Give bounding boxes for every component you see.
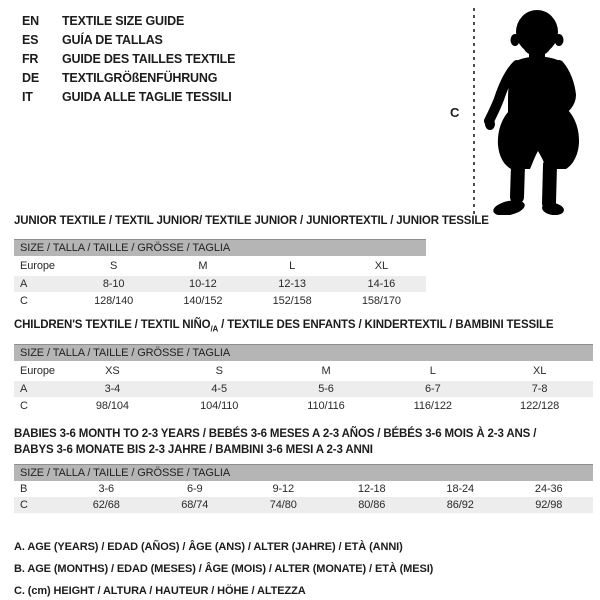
row-label: Europe	[20, 260, 55, 272]
heading-line-1: BABIES 3-6 MONTH TO 2-3 YEARS / BEBÉS 3-6 MESES A 2-3 AÑOS / BÉBÉS 3-6 MOIS À 2-3 ANS /	[14, 428, 537, 440]
measurement-legend	[14, 536, 433, 600]
language-row	[22, 88, 235, 107]
value-cell: 92/98	[535, 499, 563, 511]
language-label: TEXTILGRÖßENFÜHRUNG	[62, 71, 218, 85]
size-header-bar: SIZE / TALLA / TAILLE / GRÖSSE / TAGLIA	[14, 464, 593, 481]
row-label: A	[20, 278, 28, 290]
heading-text: / TEXTILE DES ENFANTS / KINDERTEXTIL / BAMBINI TESSILE	[218, 319, 554, 331]
value-cell: 98/104	[95, 399, 129, 412]
table-row	[14, 397, 593, 414]
size-cell: XL	[532, 365, 547, 377]
legend-line-a: A. AGE (YEARS) / EDAD (AÑOS) / ÂGE (ANS) / ALTER (JAHRE) / ETÀ (ANNI)	[14, 541, 403, 553]
row-label: C	[20, 499, 28, 511]
size-header-bar: SIZE / TALLA / TAILLE / GRÖSSE / TAGLIA	[14, 239, 426, 256]
language-code: EN	[22, 14, 39, 28]
value-cell: 18-24	[446, 483, 475, 495]
language-row	[22, 31, 235, 50]
value-cell: 12-13	[278, 278, 306, 290]
row-label: C	[20, 294, 28, 307]
size-cell: L	[289, 260, 296, 272]
value-cell: 24-36	[534, 483, 563, 495]
legend-line-b: B. AGE (MONTHS) / EDAD (MESES) / ÂGE (MOIS) / ALTER (MONATE) / ETÀ (MESI)	[14, 563, 434, 575]
language-row	[22, 12, 235, 31]
heading-text: CHILDREN'S TEXTILE / TEXTIL NIÑO	[14, 319, 211, 331]
height-c-label: C	[450, 105, 460, 120]
value-cell: 8-10	[102, 278, 125, 290]
junior-section-heading: JUNIOR TEXTILE / TEXTIL JUNIOR/ TEXTILE JUNIOR / JUNIORTEXTIL / JUNIOR TESSILE	[14, 215, 489, 227]
children-size-table	[14, 344, 593, 414]
size-cell: XS	[105, 365, 120, 377]
size-cell: S	[110, 260, 118, 272]
table-row	[14, 292, 426, 309]
size-cell: M	[321, 365, 331, 377]
value-cell: 6-7	[424, 383, 441, 395]
language-code: FR	[22, 52, 39, 66]
table-row	[14, 276, 426, 292]
value-cell: 4-5	[211, 383, 227, 395]
language-label: GUÍA DE TALLAS	[62, 33, 163, 47]
size-cell: M	[198, 260, 208, 272]
value-cell: 122/128	[520, 399, 560, 412]
language-label: TEXTILE SIZE GUIDE	[62, 14, 185, 28]
babies-size-table	[14, 464, 593, 513]
language-list	[22, 12, 235, 107]
value-cell: 80/86	[358, 499, 386, 511]
language-row	[22, 50, 235, 69]
value-cell: 68/74	[181, 499, 209, 511]
value-cell: 7-8	[531, 383, 548, 395]
value-cell: 6-9	[186, 483, 203, 495]
value-cell: 110/116	[307, 399, 345, 412]
language-code: ES	[22, 33, 39, 47]
legend-line-c: C. (cm) HEIGHT / ALTURA / HAUTEUR / HÖHE / ALTEZZA	[14, 585, 306, 597]
table-row	[14, 361, 593, 381]
value-cell: 86/92	[446, 499, 474, 511]
value-cell: 3-6	[98, 483, 115, 495]
value-cell: 116/122	[413, 399, 452, 412]
baby-silhouette-icon	[483, 7, 595, 215]
heading-line-2: BABYS 3-6 MONATE BIS 2-3 JAHRE / BAMBINI 3-6 MESI A 2-3 ANNI	[14, 444, 373, 456]
value-cell: 128/140	[94, 294, 134, 307]
row-label: A	[20, 383, 28, 395]
value-cell: 158/170	[361, 294, 401, 307]
junior-size-table	[14, 239, 426, 309]
size-cell: S	[215, 365, 223, 377]
row-label: B	[20, 483, 28, 495]
value-cell: 9-12	[272, 483, 295, 495]
value-cell: 62/68	[92, 499, 120, 511]
value-cell: 104/110	[200, 399, 239, 412]
children-section-heading	[14, 319, 553, 333]
language-label: GUIDE DES TAILLES TEXTILE	[62, 52, 236, 66]
row-label: C	[20, 399, 28, 412]
value-cell: 3-4	[104, 383, 121, 395]
value-cell: 10-12	[189, 278, 217, 290]
language-code: IT	[22, 90, 33, 104]
row-label: Europe	[20, 365, 55, 377]
value-cell: 74/80	[269, 499, 297, 511]
language-code: DE	[22, 71, 39, 85]
size-cell: L	[429, 365, 436, 377]
value-cell: 14-16	[367, 278, 396, 290]
value-cell: 140/152	[183, 294, 223, 307]
value-cell: 152/158	[272, 294, 312, 307]
table-row	[14, 256, 426, 276]
size-header-bar: SIZE / TALLA / TAILLE / GRÖSSE / TAGLIA	[14, 344, 593, 361]
value-cell: 5-6	[318, 383, 334, 395]
table-row	[14, 481, 593, 497]
size-cell: XL	[374, 260, 388, 272]
table-row	[14, 497, 593, 513]
language-label: GUIDA ALLE TAGLIE TESSILI	[62, 90, 232, 104]
table-row	[14, 381, 593, 397]
babies-section-heading	[14, 426, 536, 458]
language-row	[22, 69, 235, 88]
height-dotted-line	[473, 8, 475, 214]
heading-subscript: /A	[210, 324, 219, 334]
value-cell: 12-18	[357, 483, 386, 495]
